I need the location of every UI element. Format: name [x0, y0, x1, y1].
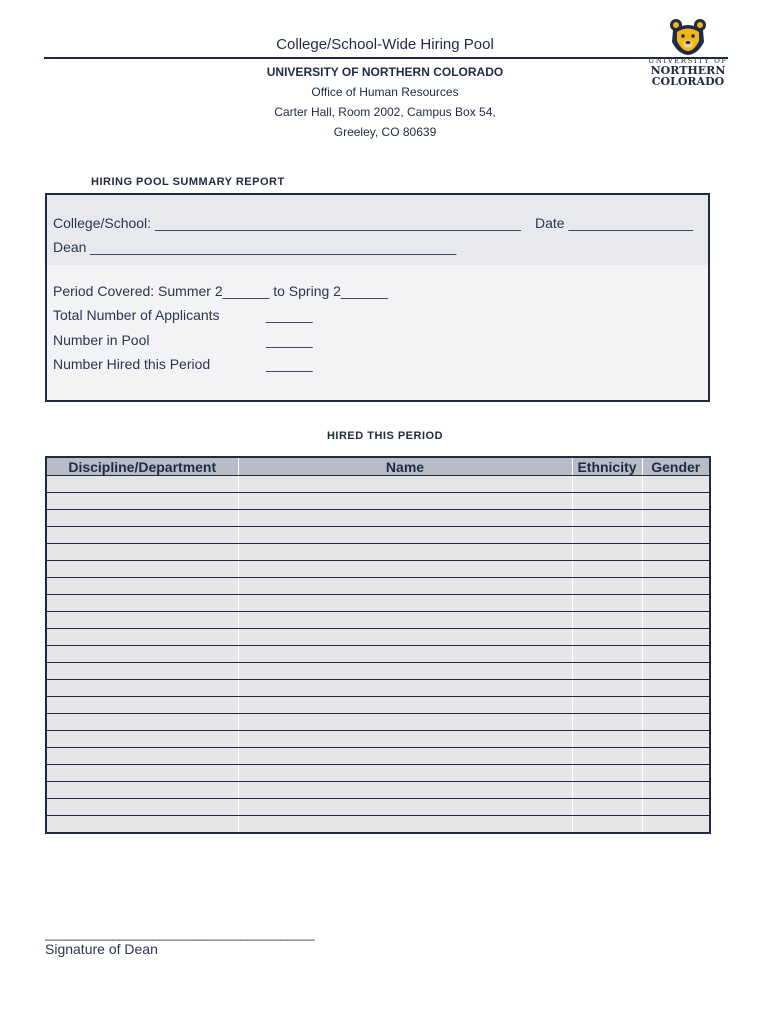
- table-row: [46, 527, 710, 544]
- ethnicity-cell[interactable]: [572, 612, 642, 629]
- org-block: [0, 62, 770, 142]
- table-row: [46, 748, 710, 765]
- discipline-cell[interactable]: [46, 578, 238, 595]
- gender-cell[interactable]: [642, 578, 710, 595]
- table-row: [46, 765, 710, 782]
- discipline-cell[interactable]: [46, 646, 238, 663]
- gender-cell[interactable]: [642, 663, 710, 680]
- name-cell[interactable]: [238, 714, 572, 731]
- name-cell[interactable]: [238, 799, 572, 816]
- column-header-discipline: Discipline/Department: [46, 457, 238, 476]
- ethnicity-cell[interactable]: [572, 799, 642, 816]
- logo-university-of: UNIVERSITY OF: [648, 57, 728, 65]
- hired-table: [45, 456, 711, 834]
- ethnicity-cell[interactable]: [572, 646, 642, 663]
- total-applicants-label: Total Number of Applicants: [53, 307, 220, 323]
- org-name: UNIVERSITY OF NORTHERN COLORADO: [266, 65, 504, 79]
- discipline-cell[interactable]: [46, 544, 238, 561]
- gender-cell[interactable]: [642, 629, 710, 646]
- gender-cell[interactable]: [642, 646, 710, 663]
- gender-cell[interactable]: [642, 595, 710, 612]
- name-cell[interactable]: [238, 527, 572, 544]
- gender-cell[interactable]: [642, 612, 710, 629]
- ethnicity-cell[interactable]: [572, 731, 642, 748]
- address-line-2: Greeley, CO 80639: [333, 125, 437, 139]
- table-row: [46, 493, 710, 510]
- address-line-1: Carter Hall, Room 2002, Campus Box 54,: [274, 105, 496, 119]
- date-field[interactable]: Date ________________: [535, 215, 694, 231]
- discipline-cell[interactable]: [46, 714, 238, 731]
- name-cell[interactable]: [238, 578, 572, 595]
- gender-cell[interactable]: [642, 697, 710, 714]
- discipline-cell[interactable]: [46, 799, 238, 816]
- table-row: [46, 476, 710, 493]
- name-cell[interactable]: [238, 765, 572, 782]
- discipline-cell[interactable]: [46, 697, 238, 714]
- name-cell[interactable]: [238, 629, 572, 646]
- name-cell[interactable]: [238, 544, 572, 561]
- ethnicity-cell[interactable]: [572, 510, 642, 527]
- ethnicity-cell[interactable]: [572, 578, 642, 595]
- office-name: Office of Human Resources: [311, 85, 459, 99]
- table-row: [46, 816, 710, 834]
- discipline-cell[interactable]: [46, 493, 238, 510]
- table-row: [46, 544, 710, 561]
- column-header-ethnicity: Ethnicity: [572, 457, 642, 476]
- table-row: [46, 561, 710, 578]
- gender-cell[interactable]: [642, 493, 710, 510]
- title-rule: [44, 57, 728, 59]
- gender-cell[interactable]: [642, 510, 710, 527]
- ethnicity-cell[interactable]: [572, 476, 642, 493]
- table-row: [46, 510, 710, 527]
- bear-head-icon: [668, 18, 708, 56]
- discipline-cell[interactable]: [46, 816, 238, 834]
- name-cell[interactable]: [238, 612, 572, 629]
- total-applicants-blank[interactable]: ______: [266, 307, 313, 323]
- period-covered-field[interactable]: Period Covered: Summer 2______ to Spring 2______: [53, 283, 388, 299]
- discipline-cell[interactable]: [46, 748, 238, 765]
- name-cell[interactable]: [238, 646, 572, 663]
- discipline-cell[interactable]: [46, 561, 238, 578]
- ethnicity-cell[interactable]: [572, 561, 642, 578]
- gender-cell[interactable]: [642, 476, 710, 493]
- page-title: College/School-Wide Hiring Pool: [276, 36, 494, 53]
- table-row: [46, 680, 710, 697]
- number-hired-blank[interactable]: ______: [266, 356, 313, 372]
- discipline-cell[interactable]: [46, 663, 238, 680]
- table-row: [46, 799, 710, 816]
- gender-cell[interactable]: [642, 561, 710, 578]
- table-row: [46, 612, 710, 629]
- ethnicity-cell[interactable]: [572, 663, 642, 680]
- summary-section-label: HIRING POOL SUMMARY REPORT: [91, 176, 285, 188]
- college-school-field[interactable]: College/School: _______________________________________________: [53, 215, 521, 231]
- discipline-cell[interactable]: [46, 510, 238, 527]
- discipline-cell[interactable]: [46, 476, 238, 493]
- table-row: [46, 646, 710, 663]
- ethnicity-cell[interactable]: [572, 748, 642, 765]
- ethnicity-cell[interactable]: [572, 816, 642, 834]
- ethnicity-cell[interactable]: [572, 697, 642, 714]
- discipline-cell[interactable]: [46, 680, 238, 697]
- gender-cell[interactable]: [642, 816, 710, 834]
- ethnicity-cell[interactable]: [572, 595, 642, 612]
- table-row: [46, 697, 710, 714]
- signature-line[interactable]: ________________________________________: [45, 926, 315, 941]
- name-cell[interactable]: [238, 476, 572, 493]
- gender-cell[interactable]: [642, 748, 710, 765]
- discipline-cell[interactable]: [46, 782, 238, 799]
- dean-field[interactable]: Dean _______________________________________________: [53, 239, 457, 255]
- gender-cell[interactable]: [642, 799, 710, 816]
- name-cell[interactable]: [238, 697, 572, 714]
- ethnicity-cell[interactable]: [572, 765, 642, 782]
- column-header-gender: Gender: [642, 457, 710, 476]
- number-hired-label: Number Hired this Period: [53, 356, 211, 372]
- table-row: [46, 731, 710, 748]
- number-in-pool-label: Number in Pool: [53, 332, 150, 348]
- table-row: [46, 629, 710, 646]
- gender-cell[interactable]: [642, 680, 710, 697]
- logo-northern: NORTHERN: [650, 64, 726, 77]
- ethnicity-cell[interactable]: [572, 629, 642, 646]
- ethnicity-cell[interactable]: [572, 544, 642, 561]
- hired-table-header: [46, 457, 710, 476]
- name-cell[interactable]: [238, 782, 572, 799]
- summary-box: [45, 193, 710, 402]
- name-cell[interactable]: [238, 595, 572, 612]
- gender-cell[interactable]: [642, 782, 710, 799]
- ethnicity-cell[interactable]: [572, 680, 642, 697]
- discipline-cell[interactable]: [46, 731, 238, 748]
- name-cell[interactable]: [238, 561, 572, 578]
- discipline-cell[interactable]: [46, 527, 238, 544]
- name-cell[interactable]: [238, 731, 572, 748]
- name-cell[interactable]: [238, 663, 572, 680]
- name-cell[interactable]: [238, 816, 572, 834]
- table-row: [46, 595, 710, 612]
- name-cell[interactable]: [238, 493, 572, 510]
- discipline-cell[interactable]: [46, 765, 238, 782]
- ethnicity-cell[interactable]: [572, 527, 642, 544]
- name-cell[interactable]: [238, 748, 572, 765]
- logo-colorado: COLORADO: [651, 75, 725, 88]
- hired-section-label: HIRED THIS PERIOD: [326, 430, 444, 442]
- gender-cell[interactable]: [642, 714, 710, 731]
- gender-cell[interactable]: [642, 527, 710, 544]
- gender-cell[interactable]: [642, 544, 710, 561]
- discipline-cell[interactable]: [46, 629, 238, 646]
- ethnicity-cell[interactable]: [572, 782, 642, 799]
- discipline-cell[interactable]: [46, 612, 238, 629]
- name-cell[interactable]: [238, 680, 572, 697]
- name-cell[interactable]: [238, 510, 572, 527]
- gender-cell[interactable]: [642, 765, 710, 782]
- number-in-pool-blank[interactable]: ______: [266, 332, 313, 348]
- table-row: [46, 663, 710, 680]
- gender-cell[interactable]: [642, 731, 710, 748]
- discipline-cell[interactable]: [46, 595, 238, 612]
- signature-label: Signature of Dean: [45, 941, 158, 957]
- ethnicity-cell[interactable]: [572, 714, 642, 731]
- ethnicity-cell[interactable]: [572, 493, 642, 510]
- table-row: [46, 578, 710, 595]
- column-header-name: Name: [238, 457, 572, 476]
- table-row: [46, 782, 710, 799]
- table-row: [46, 714, 710, 731]
